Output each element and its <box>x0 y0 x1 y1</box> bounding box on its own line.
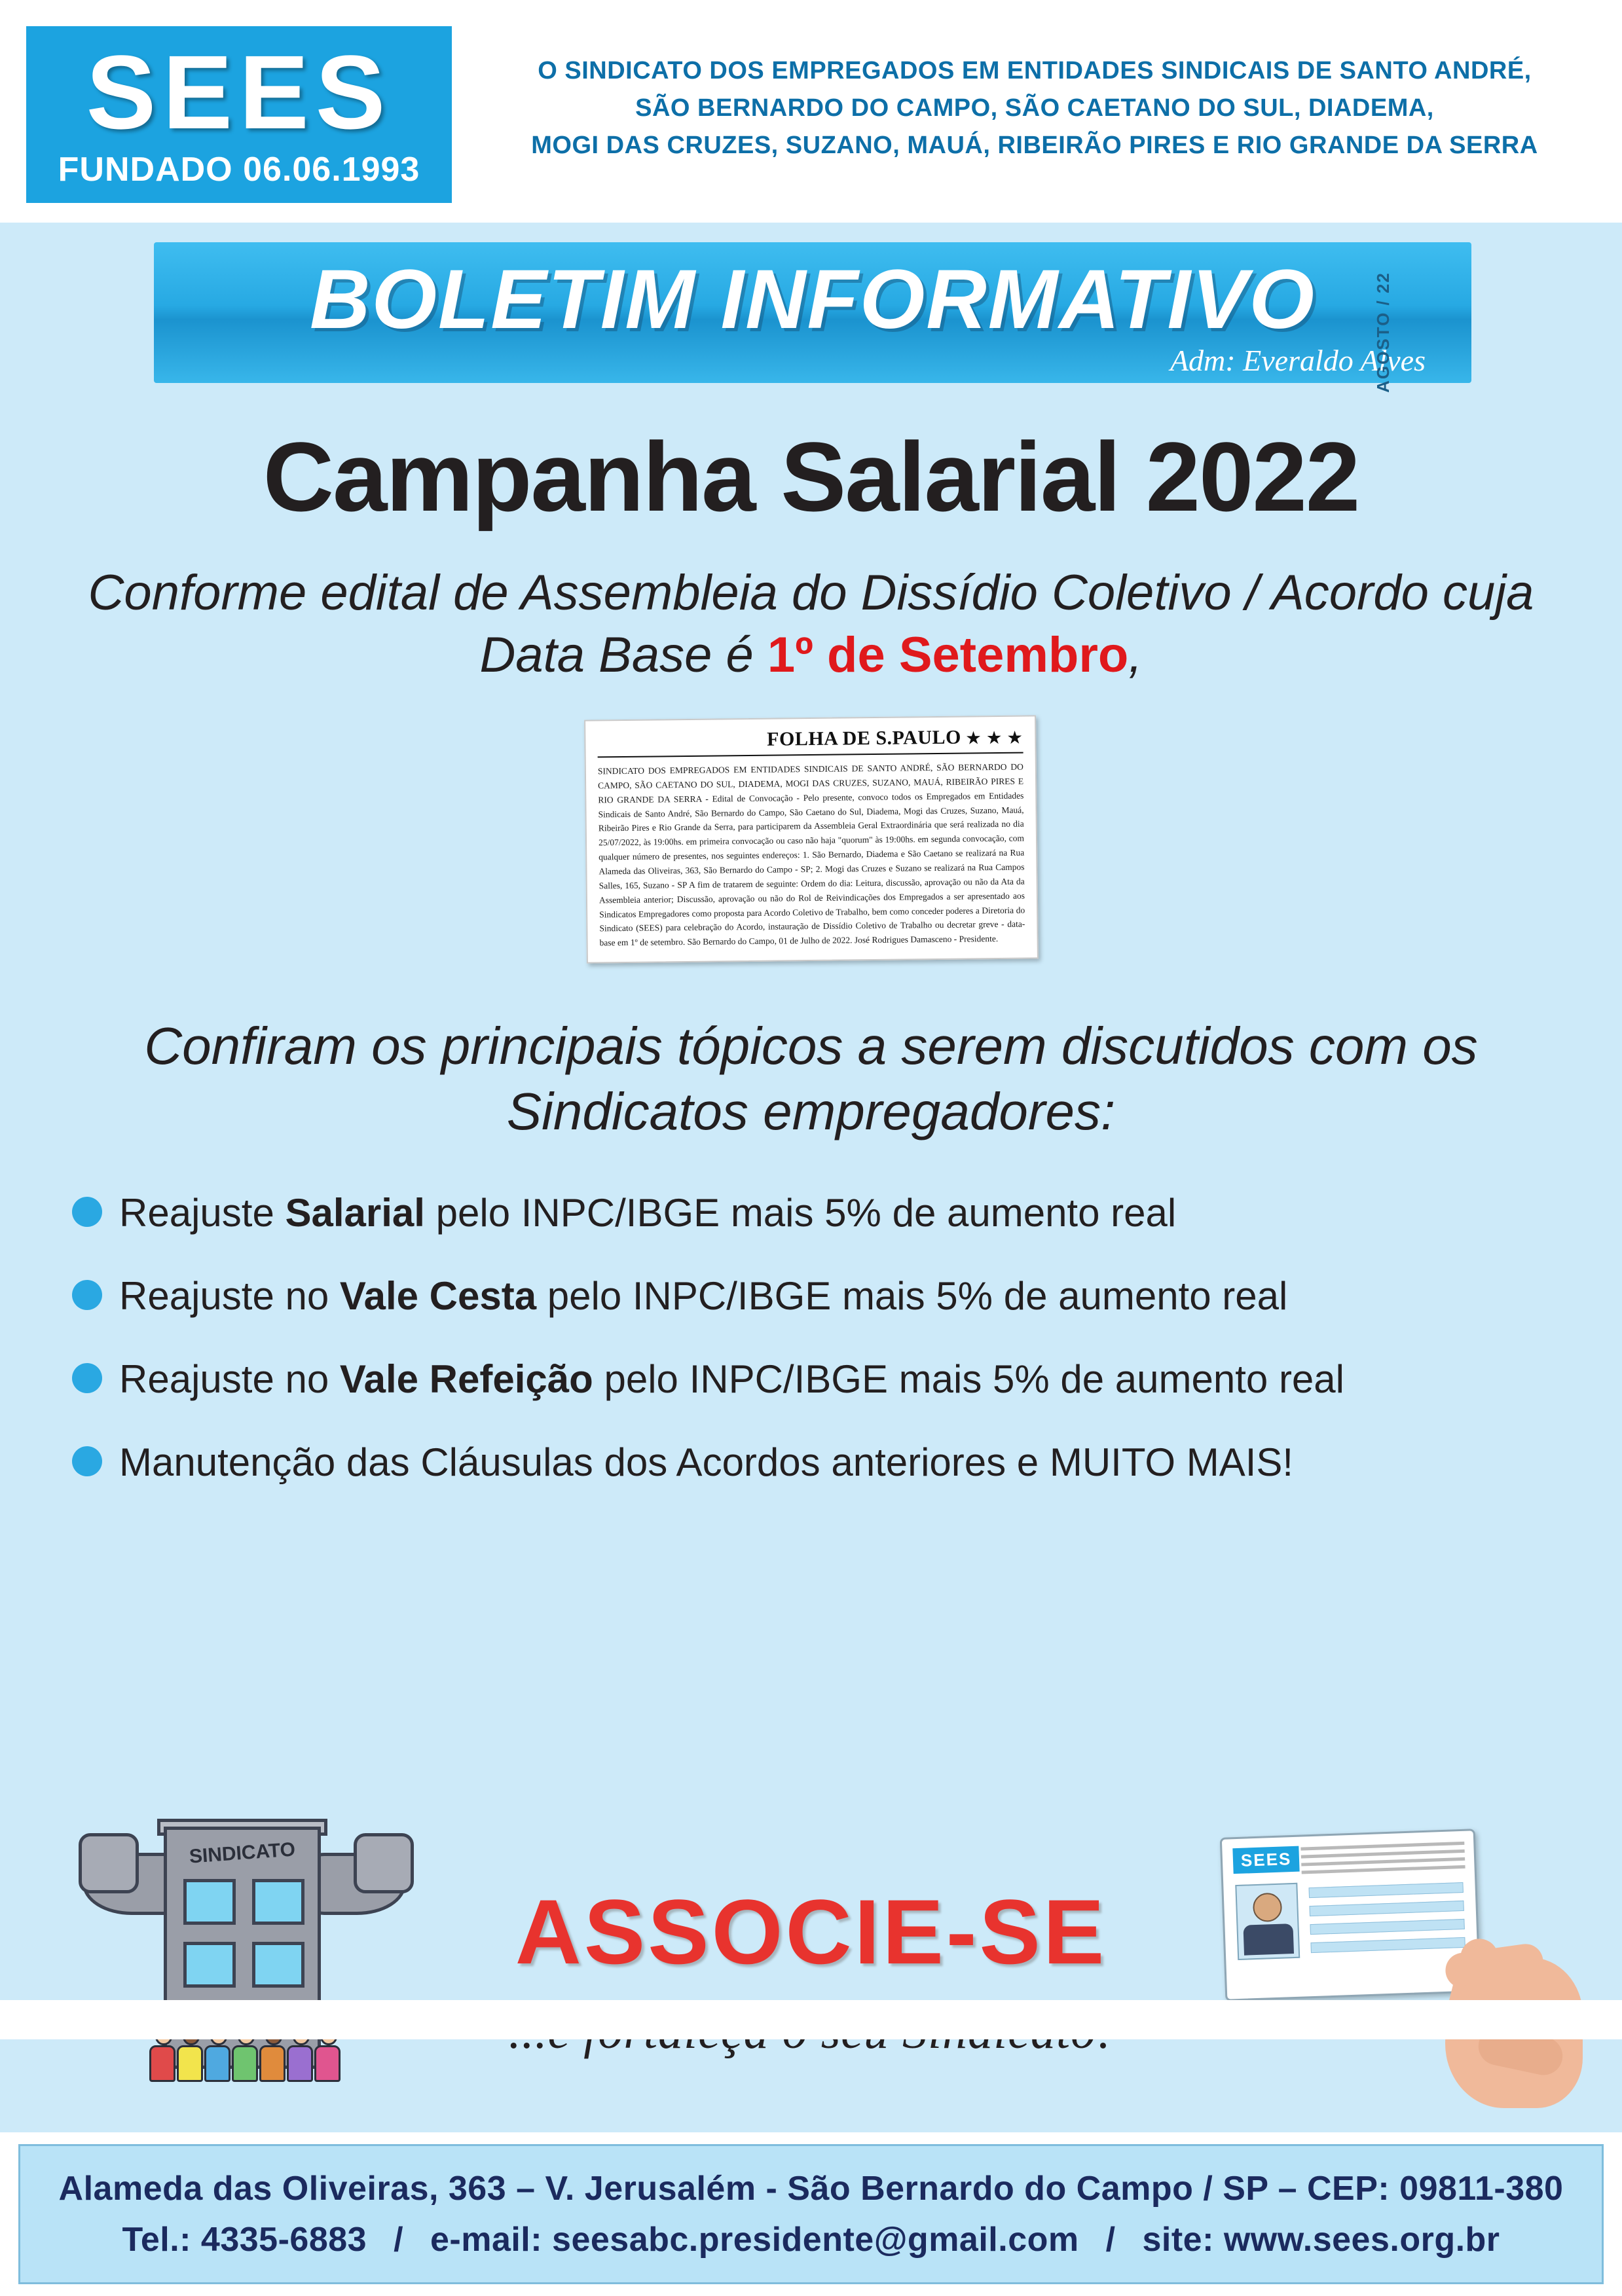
clipping-masthead <box>597 725 1023 757</box>
logo-wordmark: SEES <box>86 33 392 151</box>
bulletin-title: BOLETIM INFORMATIVO <box>310 253 1316 346</box>
bullet-dot-icon <box>72 1197 102 1227</box>
list-item-text <box>119 1440 1293 1485</box>
organization-name-line-2: SÃO BERNARDO DO CAMPO, SÃO CAETANO DO SUL, DIADEMA, <box>635 94 1434 122</box>
callout-region <box>0 1807 1622 2115</box>
lead-text-before: Conforme edital de Assembleia do Dissídio Coletivo / Acordo cuja Data Base é <box>88 564 1534 683</box>
bullet-dot-icon <box>72 1280 102 1310</box>
associe-se-callout: ASSOCIE-SE <box>515 1880 1107 1983</box>
issue-date-rotated <box>1340 262 1426 403</box>
bulletin-banner <box>154 242 1471 393</box>
list-item <box>72 1357 1543 1402</box>
stars-icon: ★ ★ ★ <box>966 729 1023 748</box>
list-item-post: pelo INPC/IBGE mais 5% de aumento real <box>424 1190 1177 1235</box>
list-item-pre: Reajuste <box>119 1190 286 1235</box>
list-item-text <box>119 1190 1176 1235</box>
organization-name <box>471 52 1598 164</box>
logo-founded-text: FUNDADO 06.06.1993 <box>58 151 420 189</box>
newspaper-clipping <box>584 715 1039 963</box>
topics-intro: Confiram os principais tópicos a serem discutidos com os Sindicatos empregadores: <box>144 1016 1478 1140</box>
list-item-text <box>119 1273 1287 1319</box>
building-label: SINDICATO <box>188 1838 297 1868</box>
organization-name-line-3: MOGI DAS CRUZES, SUZANO, MAUÁ, RIBEIRÃO PIRES E RIO GRANDE DA SERRA <box>531 132 1538 159</box>
footer-box <box>18 2144 1604 2284</box>
list-item-pre: Reajuste no <box>119 1273 340 1318</box>
card-header-lines <box>1300 1842 1465 1879</box>
bullet-dot-icon <box>72 1446 102 1476</box>
lead-highlight: 1º de Setembro <box>767 627 1129 683</box>
list-item <box>72 1273 1543 1319</box>
banner-region <box>0 223 1622 399</box>
list-item-text <box>119 1357 1344 1402</box>
clipping-masthead-title: FOLHA DE S.PAULO <box>766 726 961 750</box>
list-item-pre: Manutenção das Cláusulas dos Acordos anteriores e MUITO MAIS! <box>119 1440 1294 1484</box>
list-item-emphasis: Vale Refeição <box>339 1357 593 1401</box>
card-line <box>1301 1850 1465 1859</box>
footer-separator: / <box>1105 2221 1116 2259</box>
list-item-emphasis: Vale Cesta <box>339 1273 537 1318</box>
administration-label: Adm: Everaldo Alves <box>1170 344 1426 377</box>
topics-list <box>0 1190 1622 1485</box>
list-item-post: pelo INPC/IBGE mais 5% de aumento real <box>536 1273 1288 1318</box>
list-item-pre: Reajuste no <box>119 1357 340 1401</box>
footer-website[interactable]: site: www.sees.org.br <box>1142 2221 1500 2259</box>
list-item <box>72 1440 1543 1485</box>
footer-separator: / <box>394 2221 404 2259</box>
footer-contact-row <box>122 2220 1500 2259</box>
footer-address: Alameda das Oliveiras, 363 – V. Jerusalém - São Bernardo do Campo / SP – CEP: 09811-380 <box>58 2170 1564 2208</box>
organization-name-line-1: O SINDICATO DOS EMPREGADOS EM ENTIDADES SINDICAIS DE SANTO ANDRÉ, <box>538 57 1532 84</box>
list-item <box>72 1190 1543 1235</box>
lead-text-after: , <box>1128 627 1143 683</box>
card-line <box>1300 1842 1464 1851</box>
lead-paragraph <box>0 562 1622 686</box>
card-line <box>1302 1865 1465 1874</box>
page-title: Campanha Salarial 2022 <box>263 422 1359 532</box>
clipping-body-text: SINDICATO DOS EMPREGADOS EM ENTIDADES SINDICAIS DE SANTO ANDRÉ, SÃO BERNARDO DO CAMPO, SÃO CAETANO DO SUL, DIADEMA, MOGI DAS CRUZES, SUZANO, MAUÁ, RIBEIRÃO PIRES E RIO GRANDE DA SERRA - Edital de Convocação - Pelo presente, convoco todos os Empregados em Entidades Sindicais de Santo André, São Bernardo do Campo, São Caetano do Sul, Diadema, Mogi das Cruzes, Suzano, Mauá, Ribeirão Pires e Rio Grande da Serra, para participarem da Assembleia Geral Extraordinária que será realizada no dia 25/07/2022, às 19:00hs. em primeira convocação ou caso não haja "quorum" às 19:00hs. em segunda convocação, com qualquer número de presentes, nos seguintes endereços: 1. São Bernardo, Diadema e São Caetano se realizará na Rua Alameda das Oliveiras, 363, São Bernardo do Campo - SP; 2. Mogi das Cruzes e Suzano se realizará na Rua Campos Salles, 165, Suzano - SP A fim de tratarem de seguinte: Ordem do dia: Leitura, discussão, aprovação ou não da Ata da Assembleia anterior; Discussão, aprovação ou não do Rol de Reivindicações dos Empregados a ser apresentado aos Sindicatos Empregadores como proposta para Acordo Coletivo de Trabalho, bem como conceder poderes a Diretoria do Sindicato (SEES) para celebração do Acordo, instauração de Dissídio Coletivo de Trabalho ou decretar greve - data-base em 1º de setembro. São Bernardo do Campo, 01 de Julho de 2022. José Rodrigues Damasceno - Presidente. <box>597 761 1025 948</box>
card-logo: SEES <box>1232 1846 1300 1874</box>
list-item-post: pelo INPC/IBGE mais 5% de aumento real <box>593 1357 1345 1401</box>
bullet-dot-icon <box>72 1363 102 1393</box>
list-item-emphasis: Salarial <box>285 1190 425 1235</box>
page-footer <box>0 2132 1622 2296</box>
white-divider <box>0 2000 1622 2039</box>
footer-email[interactable]: e-mail: seesabc.presidente@gmail.com <box>430 2221 1079 2259</box>
page-header <box>0 0 1622 223</box>
footer-phone: Tel.: 4335-6883 <box>122 2221 367 2259</box>
issue-date: AGOSTO / 22 <box>1373 272 1393 393</box>
sees-logo <box>26 26 452 203</box>
card-line <box>1301 1857 1465 1867</box>
